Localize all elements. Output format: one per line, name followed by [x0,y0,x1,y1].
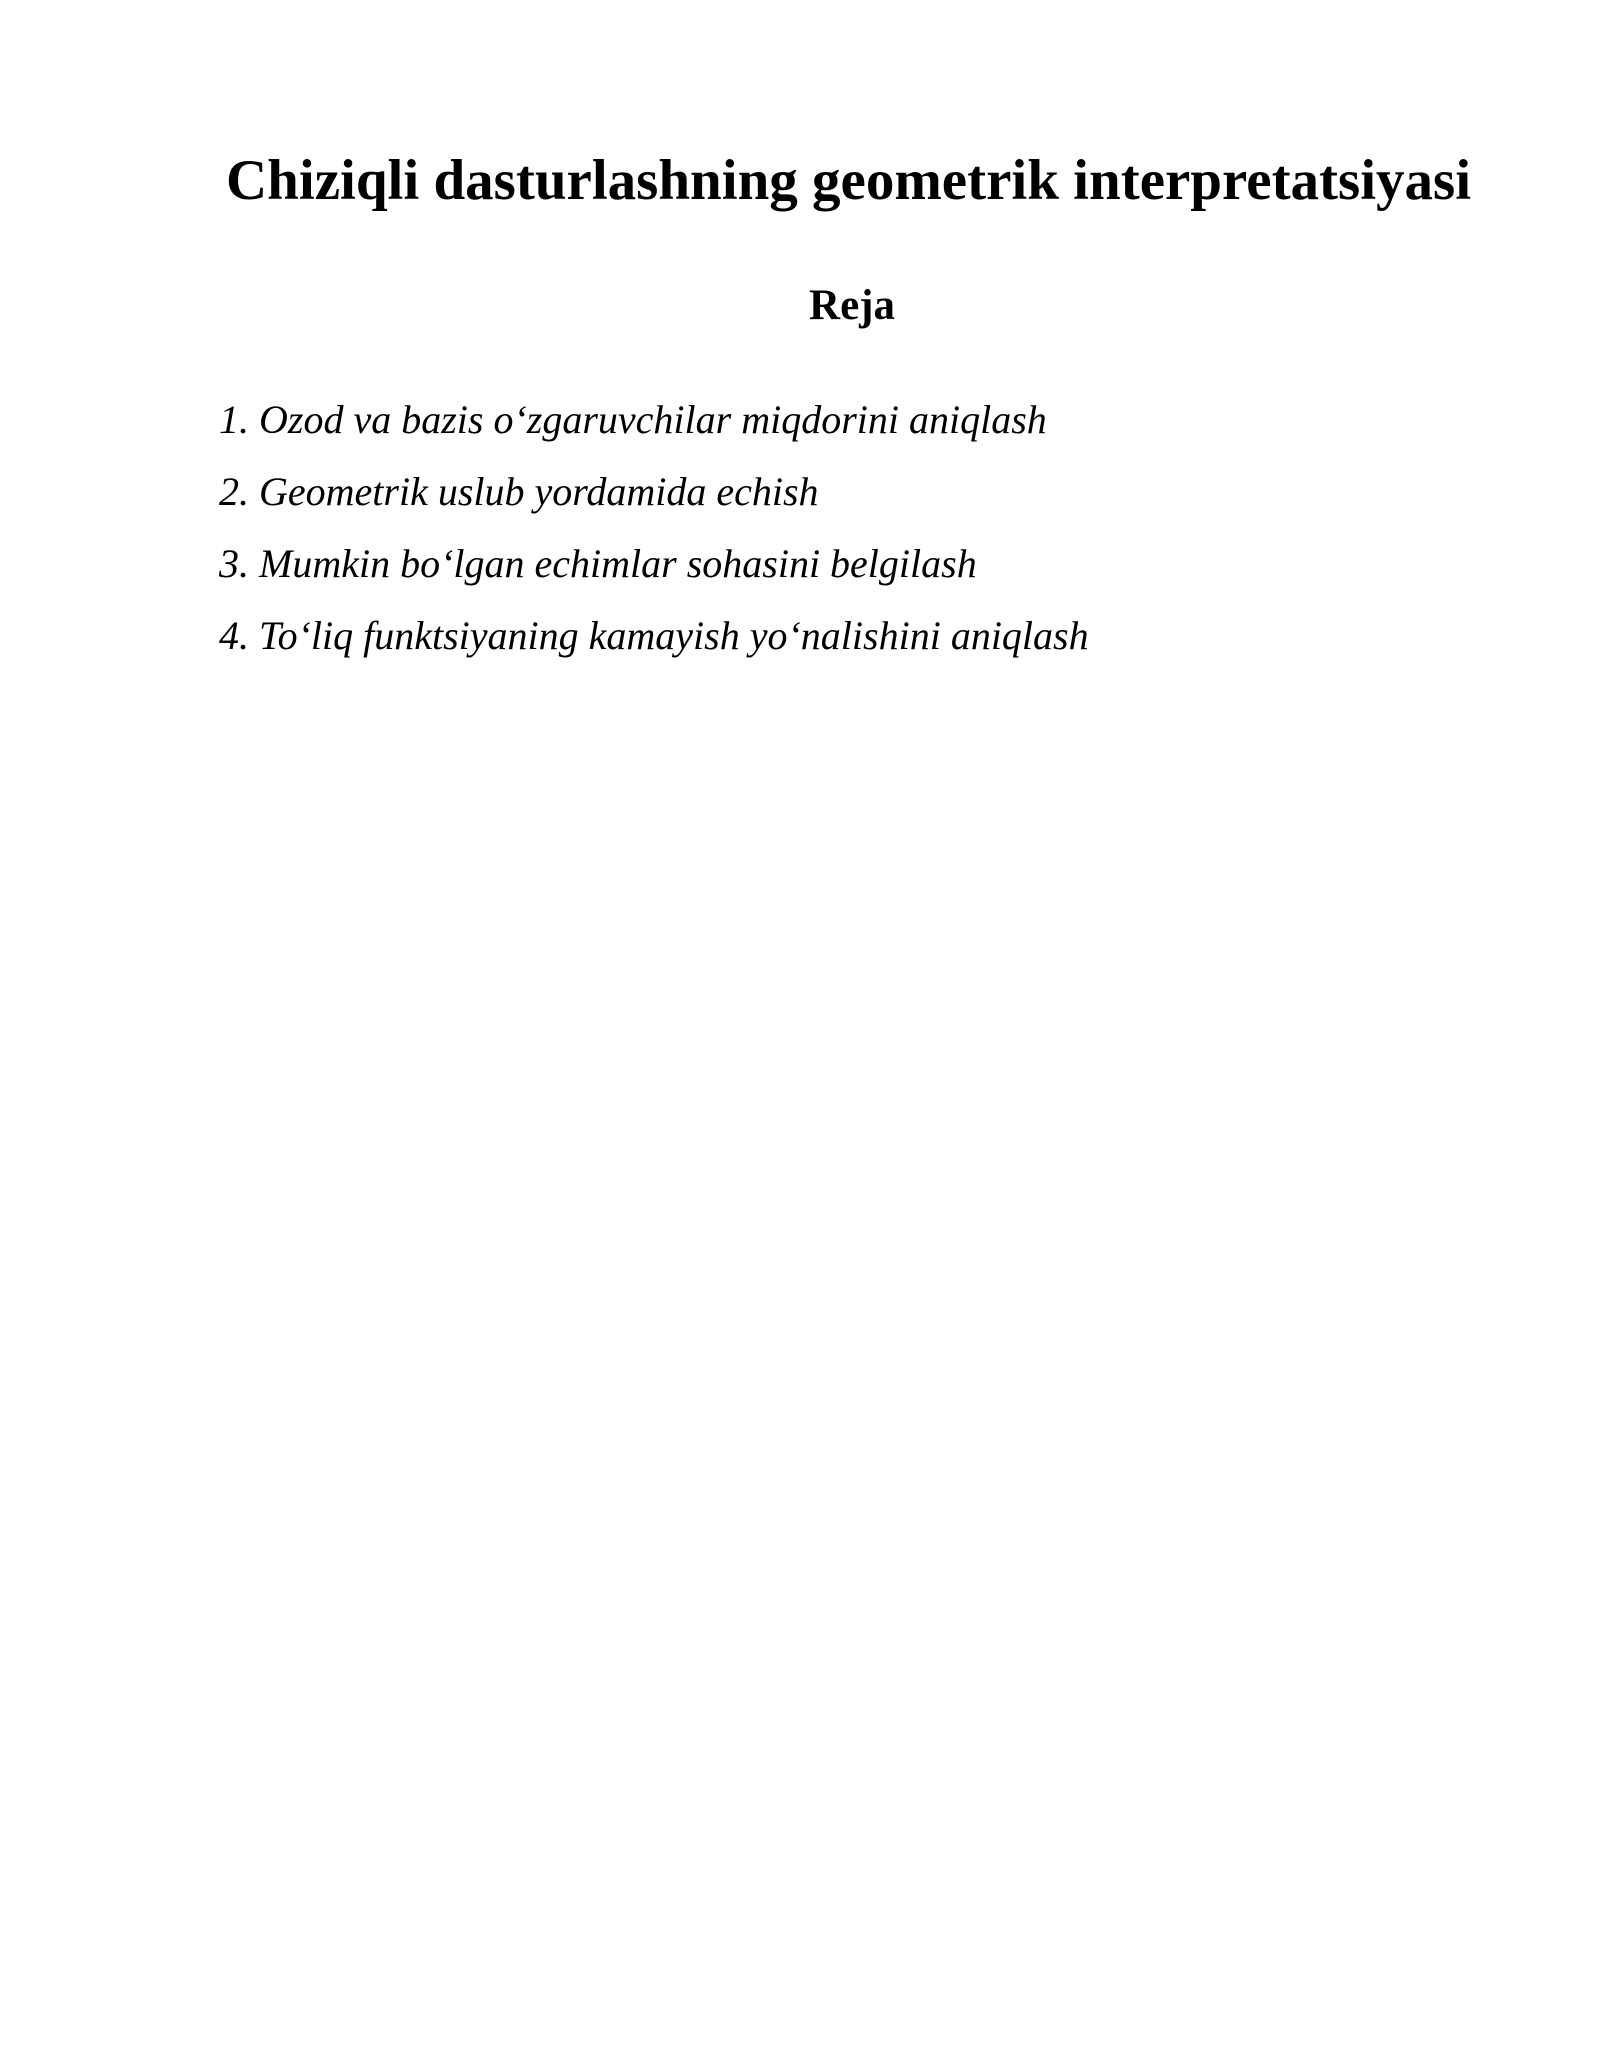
plan-item-3: 3. Mumkin bo‘lgan echimlar sohasini belgilash [219,541,977,586]
plan-heading: Reja [809,282,895,329]
document-title: Chiziqli dasturlashning geometrik interpretatsiyasi [226,149,1472,212]
plan-item-1: 1. Ozod va bazis o‘zgaruvchilar miqdorini aniqlash [219,397,1047,442]
plan-list [219,384,1089,672]
plan-item-2: 2. Geometrik uslub yordamida echish [219,469,819,514]
plan-item-4: 4. To‘liq funktsiyaning kamayish yo‘nalishini aniqlash [219,613,1089,658]
